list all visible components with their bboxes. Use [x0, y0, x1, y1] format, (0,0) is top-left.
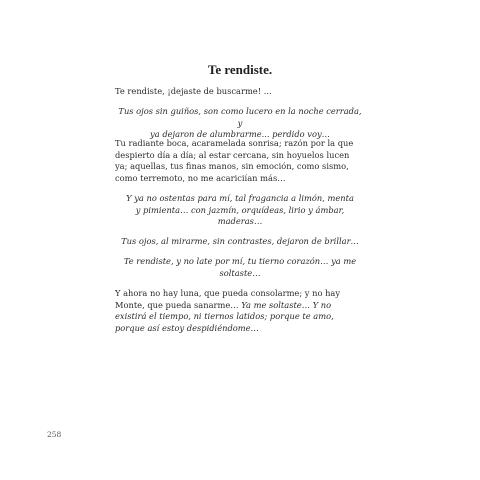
stanza-line: Tus ojos sin guiños, son como lucero en la noche cerrada, y — [118, 106, 362, 128]
stanza-1 — [115, 86, 365, 98]
stanza-line: Tu radiante boca, acaramelada sonrisa; razón por la que — [115, 138, 354, 148]
stanza-fragment: Monte, que pueda sanarme… — [115, 299, 242, 310]
stanza-line: porque así estoy despidiéndome… — [115, 322, 259, 333]
stanza-3 — [115, 138, 365, 184]
stanza-5 — [115, 236, 365, 248]
stanza-line-mixed — [115, 300, 365, 312]
stanza-4 — [115, 193, 365, 228]
stanza-line: ya; aquellas, tus finas manos, sin emoción, como sismo, — [115, 161, 349, 172]
stanza-6 — [115, 256, 365, 279]
stanza-line: soltaste… — [219, 267, 261, 278]
stanza-line: despierto día a día; al estar cercana, sin hoyuelos lucen — [115, 149, 350, 160]
stanza-line: Y ahora no hay luna, que pueda consolarme; y no hay — [115, 288, 341, 298]
stanza-line: Y ya no ostentas para mí, tal fragancia a limón, menta — [126, 193, 354, 203]
page-number: 258 — [47, 430, 62, 439]
stanza-line: maderas… — [217, 216, 263, 227]
stanza-line: Te rendiste, ¡dejaste de buscarme! ... — [115, 86, 272, 96]
stanza-line: como terremoto, no me acariciían más… — [115, 172, 286, 183]
stanza-line: existirá el tiempo, ni tiernos latidos; porque te amo, — [115, 311, 334, 322]
stanza-line: ya dejaron de alumbrarme... perdido voy… — [150, 129, 330, 140]
stanza-line: Te rendiste, y no late por mí, tu tierno corazón… ya me — [123, 256, 357, 266]
stanza-7 — [115, 288, 365, 334]
stanza-fragment-italic: Ya me soltaste… Y no — [241, 299, 332, 310]
poem-title: Te rendiste. — [207, 62, 273, 77]
stanza-line: y pimienta… con jazmín, orquídeas, lirio y ámbar, — [135, 204, 345, 215]
stanza-line: Tus ojos, al mirarme, sin contrastes, dejaron de brillar… — [121, 236, 359, 246]
stanza-2 — [115, 106, 365, 141]
